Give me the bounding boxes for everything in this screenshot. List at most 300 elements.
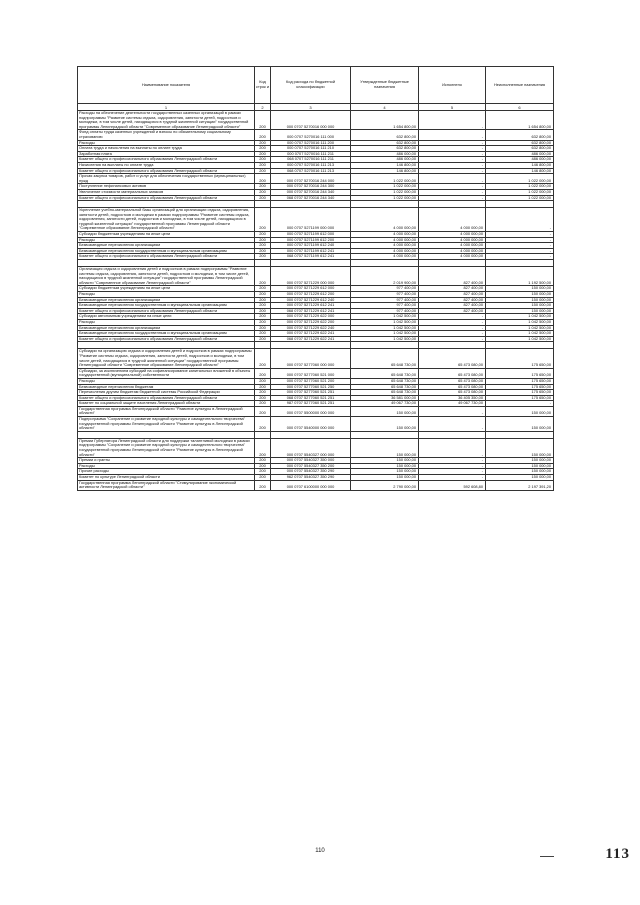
report-table-container [77, 66, 553, 491]
cell-executed: - [419, 184, 486, 190]
cell-unexecuted: 175 650,00 [486, 395, 554, 401]
cell-unexecuted: 175 650,00 [486, 368, 554, 378]
cell-budget-code [271, 260, 351, 267]
cell-budget-code: 000 0707 5271229 612 240 [271, 297, 351, 303]
cell-unexecuted [486, 431, 554, 438]
table-row [78, 325, 554, 331]
cell-line-code: 200 [255, 243, 271, 249]
cell-executed: 65 473 080,00 [419, 368, 486, 378]
cell-executed: - [419, 325, 486, 331]
cell-approved: 150 000,00 [351, 406, 419, 416]
cell-line-code: 200 [255, 308, 271, 314]
cell-budget-code: 000 0707 5277060 521 250 [271, 384, 351, 390]
cell-unexecuted: 1 654 800,00 [486, 111, 554, 130]
cell-unexecuted [486, 201, 554, 208]
cell-indicator-name: Расходы [78, 319, 255, 325]
cell-approved: 632 800,00 [351, 130, 419, 140]
cell-budget-code: 000 0707 5271229 622 000 [271, 314, 351, 320]
cell-budget-code: 000 0707 5270016 111 213 [271, 162, 351, 168]
cell-indicator-name: Комитет по культуре Ленинградской области [78, 475, 255, 481]
cell-approved: 486 000,00 [351, 151, 419, 157]
cell-indicator-name: Начисления на выплаты по оплате труда [78, 162, 255, 168]
table-header-row [78, 67, 554, 104]
cell-executed: 36 405 350,00 [419, 395, 486, 401]
cell-indicator-name: Организация отдыха и оздоровления детей и подростков в рамках подпрограммы "Развитие системы отдыха, оздоровления, занятости детей, подростков и молодежи, в том числе детей, находящихся в трудной жизненной ситуации" государственной программы Ленинградской области "Современное образование Ленинградской области" [78, 267, 255, 286]
cell-unexecuted: 2 197 391,20 [486, 480, 554, 490]
cell-line-code: 200 [255, 168, 271, 174]
cell-line-code: 200 [255, 319, 271, 325]
cell-approved: 146 800,00 [351, 162, 419, 168]
header-unexecuted: Неисполненные назначения [486, 67, 554, 104]
cell-budget-code [271, 342, 351, 349]
table-row [78, 130, 554, 140]
cell-indicator-name: Субсидии бюджетным учреждениям на иные цели [78, 232, 255, 238]
cell-approved: 65 648 730,00 [351, 368, 419, 378]
cell-indicator-name: Заработная плата [78, 151, 255, 157]
cell-budget-code: 068 0707 5270016 111 211 [271, 157, 351, 163]
cell-approved: 4 000 000,00 [351, 232, 419, 238]
cell-approved: 1 654 800,00 [351, 111, 419, 130]
cell-unexecuted: 486 000,00 [486, 157, 554, 163]
cell-indicator-name: Расходы на обеспечение деятельности государственных казенных организаций в рамках подпрограммы "Развитие системы отдыха, оздоровления, занятости детей, подростков и молодежи, в том числе детей, находящихся в трудной жизненной ситуации" государственной программы Ленинградской области "Современное образование Ленинградской области" [78, 111, 255, 130]
cell-executed: 49 067 730,00 [419, 401, 486, 407]
cell-indicator-name: Фонд оплаты труда казенных учреждений и взносы по обязательному социальному страхованию [78, 130, 255, 140]
cell-budget-code: 000 0707 5540327 350 000 [271, 458, 351, 464]
cell-unexecuted: 175 650,00 [486, 378, 554, 384]
cell-indicator-name: Расходы [78, 292, 255, 298]
cell-line-code: 200 [255, 130, 271, 140]
cell-line-code [255, 201, 271, 208]
cell-budget-code: 000 0707 5271199 612 000 [271, 232, 351, 238]
cell-indicator-name: Комитет по социальной защите населения Ленинградской области [78, 401, 255, 407]
cell-unexecuted: 150 000,00 [486, 303, 554, 309]
cell-line-code: 200 [255, 174, 271, 184]
cell-unexecuted: 1 022 000,00 [486, 184, 554, 190]
table-row [78, 406, 554, 416]
cell-line-code: 200 [255, 248, 271, 254]
cell-unexecuted: - [486, 254, 554, 260]
cell-indicator-name: Перечисления другим бюджетам бюджетной системы Российской Федерации [78, 390, 255, 396]
cell-indicator-name: Безвозмездные перечисления бюджетам [78, 384, 255, 390]
column-number: 4 [351, 104, 419, 111]
cell-approved: 150 000,00 [351, 469, 419, 475]
cell-indicator-name: Государственная программа Ленинградской области "Стимулирование экономической активности Ленинградской области" [78, 480, 255, 490]
cell-executed [419, 342, 486, 349]
table-row [78, 286, 554, 292]
column-number-row [78, 104, 554, 111]
column-number: 6 [486, 104, 554, 111]
cell-indicator-name: Субсидии бюджетным учреждениям на иные цели [78, 286, 255, 292]
cell-budget-code: 000 0707 5270016 111 200 [271, 140, 351, 146]
cell-budget-code: 068 0707 5277060 521 251 [271, 395, 351, 401]
cell-executed: - [419, 146, 486, 152]
table-row [78, 401, 554, 407]
cell-indicator-name: Поступление нефинансовых активов [78, 184, 255, 190]
cell-executed: - [419, 319, 486, 325]
cell-budget-code: 000 0707 5271229 622 240 [271, 325, 351, 331]
cell-budget-code: 000 0707 5540327 000 000 [271, 438, 351, 457]
cell-executed: - [419, 157, 486, 163]
cell-line-code: 200 [255, 208, 271, 232]
cell-executed: - [419, 130, 486, 140]
cell-unexecuted: 1 192 500,00 [486, 267, 554, 286]
cell-budget-code: 000 0707 5270016 244 000 [271, 174, 351, 184]
cell-indicator-name: Комитет общего и профессионального образования Ленинградской области [78, 395, 255, 401]
cell-line-code: 200 [255, 378, 271, 384]
table-row [78, 438, 554, 457]
cell-budget-code: 000 0707 6100000 000 000 [271, 480, 351, 490]
table-row [78, 475, 554, 481]
page-number: 110 [315, 848, 325, 854]
cell-indicator-name: Подпрограмма "Сохранение и развитие народной культуры и самодеятельного творчества" государственной программы Ленинградской области "Развитие культуры в Ленинградской области" [78, 417, 255, 432]
cell-unexecuted: 150 000,00 [486, 308, 554, 314]
cell-executed [419, 431, 486, 438]
cell-unexecuted: 1 042 500,00 [486, 314, 554, 320]
table-row [78, 267, 554, 286]
cell-unexecuted: 150 000,00 [486, 297, 554, 303]
header-name: Наименование показателя [78, 67, 255, 104]
cell-budget-code: 000 0707 5277060 000 000 [271, 349, 351, 368]
cell-executed: - [419, 463, 486, 469]
table-row [78, 395, 554, 401]
table-row [78, 201, 554, 208]
cell-budget-code: 000 0707 5540327 350 200 [271, 463, 351, 469]
header-approved: Утвержденные бюджетные назначения [351, 67, 419, 104]
cell-line-code: 200 [255, 384, 271, 390]
cell-approved: 632 800,00 [351, 140, 419, 146]
cell-unexecuted: - [486, 232, 554, 238]
cell-budget-code: 000 0707 5271229 612 000 [271, 286, 351, 292]
margin-mark [540, 856, 554, 857]
cell-indicator-name: Прочая закупка товаров, работ и услуг для обеспечения государственных (муниципальных) нужд [78, 174, 255, 184]
cell-approved: 1 042 500,00 [351, 314, 419, 320]
table-row [78, 174, 554, 184]
cell-unexecuted: 150 000,00 [486, 438, 554, 457]
cell-indicator-name: Субсидии, за исключением субсидий на софинансирование капитальных вложений в объекты государственной (муниципальной) собственности [78, 368, 255, 378]
cell-unexecuted: 632 800,00 [486, 140, 554, 146]
table-row [78, 417, 554, 432]
cell-unexecuted: 150 000,00 [486, 292, 554, 298]
table-row [78, 168, 554, 174]
cell-approved: 4 000 000,00 [351, 254, 419, 260]
cell-line-code: 200 [255, 390, 271, 396]
cell-executed: 827 400,00 [419, 297, 486, 303]
cell-executed: - [419, 438, 486, 457]
cell-executed: - [419, 475, 486, 481]
cell-executed: 592 608,80 [419, 480, 486, 490]
cell-executed: - [419, 331, 486, 337]
table-row [78, 297, 554, 303]
cell-executed: - [419, 336, 486, 342]
cell-budget-code [271, 201, 351, 208]
table-body [78, 111, 554, 491]
cell-budget-code: 000 0707 5271229 622 241 [271, 331, 351, 337]
cell-line-code: 200 [255, 336, 271, 342]
cell-unexecuted: 150 000,00 [486, 475, 554, 481]
cell-budget-code: 000 0707 5277060 521 000 [271, 368, 351, 378]
cell-approved: 4 000 000,00 [351, 243, 419, 249]
cell-executed: - [419, 314, 486, 320]
cell-budget-code: 068 0707 5270016 111 213 [271, 168, 351, 174]
cell-line-code: 200 [255, 401, 271, 407]
cell-approved: 150 000,00 [351, 458, 419, 464]
table-row [78, 162, 554, 168]
cell-executed: - [419, 458, 486, 464]
cell-indicator-name: Безвозмездные перечисления организациям [78, 297, 255, 303]
cell-line-code: 200 [255, 140, 271, 146]
cell-unexecuted: 632 800,00 [486, 130, 554, 140]
cell-line-code: 200 [255, 463, 271, 469]
cell-executed [419, 260, 486, 267]
cell-unexecuted: 150 000,00 [486, 406, 554, 416]
cell-indicator-name: Укрепление учебно-материальной базы организаций для организации отдыха, оздоровления, занятости детей, подростков и молодежи в рамках подпрограммы "Развитие системы отдыха, оздоровления, занятости детей, подростков и молодежи, в том числе детей, находящихся в трудной жизненной ситуации" государственной программы Ленинградской области "Современное образование Ленинградской области" [78, 208, 255, 232]
cell-indicator-name: Комитет общего и профессионального образования Ленинградской области [78, 336, 255, 342]
cell-unexecuted: 175 650,00 [486, 349, 554, 368]
cell-budget-code: 000 0707 5540000 000 000 [271, 417, 351, 432]
cell-unexecuted: 486 000,00 [486, 151, 554, 157]
cell-executed: 4 000 000,00 [419, 237, 486, 243]
cell-executed [419, 201, 486, 208]
cell-approved: 146 800,00 [351, 168, 419, 174]
cell-executed: - [419, 111, 486, 130]
cell-executed: - [419, 162, 486, 168]
cell-indicator-name [78, 260, 255, 267]
cell-line-code: 200 [255, 157, 271, 163]
cell-indicator-name [78, 342, 255, 349]
cell-line-code [255, 431, 271, 438]
cell-budget-code: 000 0707 5271229 612 241 [271, 303, 351, 309]
cell-unexecuted: - [486, 248, 554, 254]
cell-unexecuted: 150 000,00 [486, 463, 554, 469]
cell-budget-code: 987 0707 5277060 521 251 [271, 401, 351, 407]
table-row [78, 308, 554, 314]
cell-indicator-name [78, 201, 255, 208]
cell-approved: 977 400,00 [351, 292, 419, 298]
cell-unexecuted: 1 042 500,00 [486, 331, 554, 337]
cell-line-code: 200 [255, 349, 271, 368]
table-row [78, 208, 554, 232]
cell-line-code: 200 [255, 438, 271, 457]
table-row [78, 349, 554, 368]
cell-indicator-name: Государственная программа Ленинградской области "Развитие культуры в Ленинградской области" [78, 406, 255, 416]
cell-indicator-name: Премии Губернатора Ленинградской области для поддержки талантливой молодежи в рамках подпрограммы "Сохранение и развитие народной культуры и самодеятельного творчества" государственной программы Ленинградской области "Развитие культуры в Ленинградской области" [78, 438, 255, 457]
cell-unexecuted [486, 342, 554, 349]
cell-unexecuted: 1 042 500,00 [486, 325, 554, 331]
cell-approved: 150 000,00 [351, 475, 419, 481]
cell-indicator-name: Безвозмездные перечисления государственным и муниципальным организациям [78, 248, 255, 254]
cell-line-code [255, 260, 271, 267]
cell-approved: 977 400,00 [351, 308, 419, 314]
cell-indicator-name: Прочие расходы [78, 469, 255, 475]
cell-executed: 4 000 000,00 [419, 243, 486, 249]
cell-executed: 827 400,00 [419, 308, 486, 314]
table-row [78, 314, 554, 320]
cell-line-code: 200 [255, 146, 271, 152]
cell-unexecuted: - [486, 208, 554, 232]
cell-line-code: 200 [255, 286, 271, 292]
table-row [78, 243, 554, 249]
cell-approved: 1 042 500,00 [351, 319, 419, 325]
cell-line-code: 200 [255, 475, 271, 481]
cell-budget-code: 000 0707 5271199 612 200 [271, 237, 351, 243]
cell-budget-code: 068 0707 5271229 612 241 [271, 308, 351, 314]
cell-approved: 65 648 730,00 [351, 384, 419, 390]
cell-indicator-name: Комитет общего и профессионального образования Ленинградской области [78, 195, 255, 201]
cell-approved: 977 400,00 [351, 286, 419, 292]
cell-executed: 65 473 080,00 [419, 378, 486, 384]
cell-indicator-name: Безвозмездные перечисления организациям [78, 243, 255, 249]
cell-budget-code: 000 0707 5270016 111 000 [271, 130, 351, 140]
table-row [78, 254, 554, 260]
cell-executed: 827 400,00 [419, 292, 486, 298]
cell-indicator-name: Комитет общего и профессионального образования Ленинградской области [78, 308, 255, 314]
cell-unexecuted: 1 022 000,00 [486, 174, 554, 184]
cell-unexecuted: 175 650,00 [486, 384, 554, 390]
cell-executed: 827 400,00 [419, 267, 486, 286]
table-row [78, 336, 554, 342]
cell-approved: 150 000,00 [351, 417, 419, 432]
cell-budget-code [271, 431, 351, 438]
cell-indicator-name: Комитет общего и профессионального образования Ленинградской области [78, 168, 255, 174]
cell-executed: 65 473 080,00 [419, 384, 486, 390]
table-row [78, 195, 554, 201]
cell-line-code: 200 [255, 368, 271, 378]
cell-unexecuted [486, 260, 554, 267]
cell-unexecuted: 175 650,00 [486, 390, 554, 396]
cell-indicator-name: Безвозмездные перечисления государственным и муниципальным организациям [78, 331, 255, 337]
cell-unexecuted: 150 000,00 [486, 417, 554, 432]
cell-approved [351, 260, 419, 267]
cell-budget-code: 000 0707 5271199 612 241 [271, 248, 351, 254]
cell-budget-code: 000 0707 5271229 612 200 [271, 292, 351, 298]
cell-approved: 4 000 000,00 [351, 248, 419, 254]
cell-line-code: 200 [255, 480, 271, 490]
cell-executed: - [419, 469, 486, 475]
table-row [78, 342, 554, 349]
cell-line-code: 200 [255, 232, 271, 238]
table-row [78, 384, 554, 390]
cell-approved [351, 201, 419, 208]
table-row [78, 260, 554, 267]
cell-approved: 1 022 000,00 [351, 174, 419, 184]
cell-indicator-name: Премии и гранты [78, 458, 255, 464]
cell-line-code: 200 [255, 254, 271, 260]
header-line-code: Код строк и [255, 67, 271, 104]
cell-approved: 1 022 000,00 [351, 189, 419, 195]
cell-line-code: 200 [255, 417, 271, 432]
cell-indicator-name: Безвозмездные перечисления организациям [78, 325, 255, 331]
cell-approved: 977 400,00 [351, 303, 419, 309]
cell-approved: 4 000 000,00 [351, 237, 419, 243]
cell-indicator-name: Расходы [78, 237, 255, 243]
cell-line-code: 200 [255, 469, 271, 475]
cell-line-code: 200 [255, 162, 271, 168]
cell-budget-code: 962 0707 5540327 350 290 [271, 475, 351, 481]
cell-line-code: 200 [255, 325, 271, 331]
cell-approved: 1 042 500,00 [351, 325, 419, 331]
cell-indicator-name: Комитет общего и профессионального образования Ленинградской области [78, 254, 255, 260]
cell-line-code: 200 [255, 297, 271, 303]
cell-unexecuted: - [486, 243, 554, 249]
cell-indicator-name: Безвозмездные перечисления государственным и муниципальным организациям [78, 303, 255, 309]
cell-budget-code: 000 0707 5270016 111 210 [271, 146, 351, 152]
table-row [78, 189, 554, 195]
column-number: 5 [419, 104, 486, 111]
cell-line-code [255, 342, 271, 349]
cell-unexecuted: 1 022 000,00 [486, 195, 554, 201]
cell-executed: 4 000 000,00 [419, 254, 486, 260]
column-number: 3 [271, 104, 351, 111]
cell-indicator-name: Оплата труда и начисления на выплаты по оплате труда [78, 146, 255, 152]
cell-budget-code: 000 0707 5271199 612 240 [271, 243, 351, 249]
cell-unexecuted: 150 000,00 [486, 469, 554, 475]
table-row [78, 146, 554, 152]
header-executed: Исполнено [419, 67, 486, 104]
cell-approved [351, 431, 419, 438]
cell-approved: 65 648 730,00 [351, 390, 419, 396]
cell-budget-code: 000 0707 5271229 622 200 [271, 319, 351, 325]
cell-budget-code: 000 0707 5270016 244 300 [271, 184, 351, 190]
cell-unexecuted: 1 022 000,00 [486, 189, 554, 195]
cell-budget-code: 000 0707 5270016 000 000 [271, 111, 351, 130]
cell-approved: 65 648 730,00 [351, 378, 419, 384]
column-number: 2 [255, 104, 271, 111]
cell-approved: 150 000,00 [351, 438, 419, 457]
cell-line-code: 200 [255, 406, 271, 416]
cell-indicator-name: Субсидии на организацию отдыха и оздоровления детей и подростков в рамках подпрограммы "Развитие системы отдыха, оздоровления, занятости детей, подростков и молодежи, в том числе детей, находящихся в трудной жизненной ситуации" государственной программы Ленинградской области "Современное образование Ленинградской области" [78, 349, 255, 368]
cell-unexecuted: 1 042 500,00 [486, 319, 554, 325]
table-row [78, 480, 554, 490]
cell-indicator-name: Расходы [78, 463, 255, 469]
table-row [78, 157, 554, 163]
cell-approved: 1 022 000,00 [351, 195, 419, 201]
cell-budget-code: 000 0707 5277060 521 200 [271, 378, 351, 384]
header-budget-code: Код расхода по бюджетной классификации [271, 67, 351, 104]
cell-budget-code: 000 0707 5271229 000 000 [271, 267, 351, 286]
cell-budget-code: 000 0707 5500000 000 000 [271, 406, 351, 416]
budget-report-table [77, 66, 554, 491]
table-row [78, 390, 554, 396]
table-row [78, 248, 554, 254]
column-number: 1 [78, 104, 255, 111]
table-row [78, 232, 554, 238]
cell-executed: - [419, 195, 486, 201]
cell-indicator-name: Комитет общего и профессионального образования Ленинградской области [78, 157, 255, 163]
cell-budget-code: 000 0707 5540327 350 290 [271, 469, 351, 475]
cell-approved [351, 342, 419, 349]
cell-approved: 4 000 000,00 [351, 208, 419, 232]
cell-indicator-name: Увеличение стоимости материальных запасов [78, 189, 255, 195]
cell-unexecuted: 150 000,00 [486, 286, 554, 292]
cell-line-code: 200 [255, 458, 271, 464]
cell-executed: - [419, 168, 486, 174]
cell-approved: 486 000,00 [351, 157, 419, 163]
cell-approved: 65 648 730,00 [351, 349, 419, 368]
table-row [78, 303, 554, 309]
cell-unexecuted: 150 000,00 [486, 458, 554, 464]
cell-approved: 1 042 500,00 [351, 331, 419, 337]
cell-line-code: 200 [255, 303, 271, 309]
cell-approved: 49 067 730,00 [351, 401, 419, 407]
cell-executed: - [419, 189, 486, 195]
cell-approved: 1 022 000,00 [351, 184, 419, 190]
cell-line-code: 200 [255, 237, 271, 243]
cell-budget-code: 000 0707 5277060 521 251 [271, 390, 351, 396]
sheet-stamp-number: 113 [605, 846, 630, 862]
cell-line-code: 200 [255, 314, 271, 320]
cell-unexecuted: 632 800,00 [486, 146, 554, 152]
cell-unexecuted: - [486, 237, 554, 243]
